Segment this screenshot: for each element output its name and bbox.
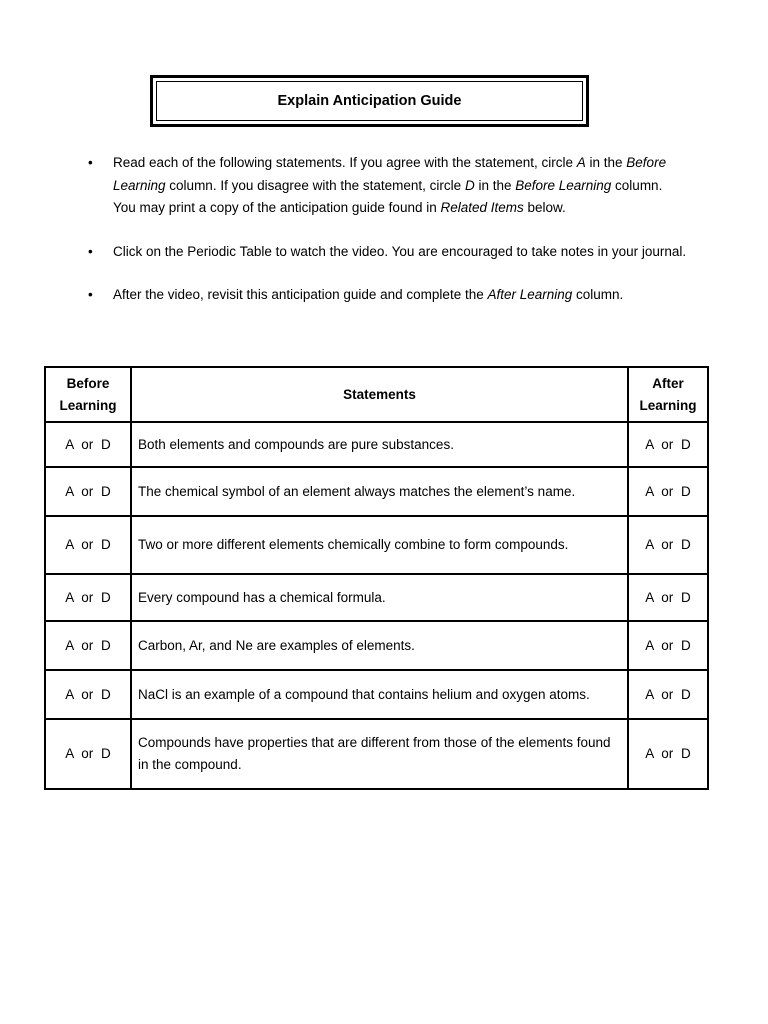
bullet-icon: • [88,155,93,170]
after-learning-choice[interactable]: A or D [628,574,708,621]
statement-text: Two or more different elements chemically combine to form compounds. [131,516,628,574]
statement-text: Every compound has a chemical formula. [131,574,628,621]
after-learning-choice[interactable]: A or D [628,422,708,467]
instruction-emphasis: Before Learning [515,177,612,193]
instruction-text: Read each of the following statements. If you agree with the statement, circle [113,155,577,170]
after-learning-choice[interactable]: A or D [628,467,708,516]
statement-text: Carbon, Ar, and Ne are examples of elements. [131,621,628,670]
instruction-text: below. [523,200,566,215]
title-box [150,75,589,127]
statement-text: The chemical symbol of an element always matches the element’s name. [131,467,628,516]
table-header-row [45,367,708,422]
instruction-emphasis: Before Learning [113,155,667,193]
instruction-item [88,241,688,264]
after-learning-choice[interactable]: A or D [628,670,708,719]
instructions-list [88,152,688,328]
after-learning-choice[interactable]: A or D [628,719,708,789]
bullet-icon: • [88,287,93,302]
instruction-text: column. If you disagree with the statement, circle [165,177,465,193]
header-before-learning: Before Learning [45,367,131,422]
table-row [45,574,708,621]
table-row [45,719,708,789]
instruction-item [88,284,688,307]
instruction-emphasis: After Learning [487,287,573,302]
after-learning-choice[interactable]: A or D [628,516,708,574]
before-learning-choice[interactable]: A or D [45,719,131,789]
table-row [45,467,708,516]
before-learning-choice[interactable]: A or D [45,422,131,467]
table-row [45,422,708,467]
before-learning-choice[interactable]: A or D [45,670,131,719]
header-after-learning: After Learning [628,367,708,422]
instruction-text: in the [474,177,516,193]
instruction-emphasis: Related Items [440,200,524,215]
before-learning-choice[interactable]: A or D [45,467,131,516]
instruction-emphasis: A [576,155,586,170]
instruction-text: Click on the Periodic Table to watch the video. You are encouraged to take notes in your journal. [113,243,687,259]
instruction-item [88,152,688,220]
instruction-text: After the video, revisit this anticipation guide and complete the [113,287,488,302]
table-row [45,670,708,719]
instruction-text: in the [585,155,627,170]
after-learning-choice[interactable]: A or D [628,621,708,670]
bullet-icon: • [88,243,93,259]
before-learning-choice[interactable]: A or D [45,574,131,621]
before-learning-choice[interactable]: A or D [45,621,131,670]
page-title: Explain Anticipation Guide [156,81,583,121]
statement-text: NaCl is an example of a compound that contains helium and oxygen atoms. [131,670,628,719]
before-learning-choice[interactable]: A or D [45,516,131,574]
instruction-text: column. [572,287,624,302]
table-row [45,516,708,574]
table-row [45,621,708,670]
header-statements: Statements [131,367,628,422]
instruction-emphasis: D [464,177,475,193]
statement-text: Compounds have properties that are different from those of the elements found in the compound. [131,719,628,789]
instruction-text: column. You may print a copy of the anticipation guide found in [113,177,663,215]
statement-text: Both elements and compounds are pure substances. [131,422,628,467]
anticipation-guide-table [44,366,709,790]
